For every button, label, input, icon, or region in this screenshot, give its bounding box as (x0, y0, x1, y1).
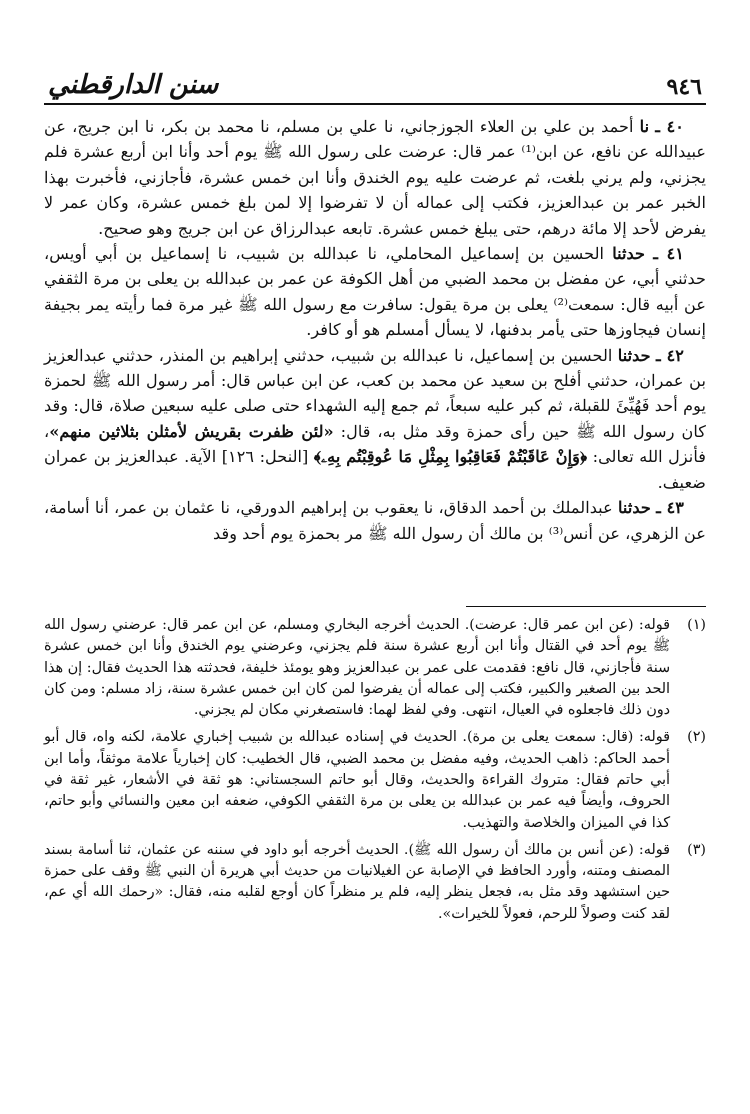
hadith-opening: حدثنا (618, 498, 651, 518)
footnotes (44, 615, 706, 925)
hadith-43 (44, 495, 706, 546)
hadith-42 (44, 343, 706, 495)
hadith-text: عبدالملك بن أحمد الدقاق، نا يعقوب بن إبراهيم الدورقي، نا عثمان بن عمر، أنا أسامة، عن الزهري، عن أنس⁽³⁾ بن مالك أن رسول الله ﷺ مر بحمزة يوم أحد وقد (44, 498, 706, 543)
footnote-3 (44, 840, 706, 925)
hadith-opening: نا (639, 117, 650, 136)
book-title: سنن الدارقطني (48, 70, 219, 100)
main-text (44, 114, 706, 546)
hadith-number: ٤٣ ـ (656, 498, 684, 518)
footnote-text: قوله: (عن ابن عمر قال: عرضت). الحديث أخرجه البخاري ومسلم، عن ابن عمر قال: عرضني رسول الله ﷺ يوم أحد في القتال وأنا ابن أربع عشرة سنة فلم يجزني، وعرضني يوم الخندق وأنا ابن خمس عشرة سنة فأجازني، قال نافع: فقدمت على عمر بن عبدالعزيز وهو يومئذ خليفة، فحدثته هذا الحديث فقال: إن هذا الحد بين الصغير والكبير، فكتب إلى عماله أن يفرضوا لمن كان ابن خمس عشرة سنة، زاد مسلم: ومن كان دون ذلك فاجعلوه في العيال، انتهى. وفي لفظ لهما: فاستصغرني مكان لم يجزني. (44, 616, 670, 719)
footnote-separator (466, 606, 706, 607)
hadith-number: ٤٠ ـ (655, 117, 684, 136)
hadith-41 (44, 241, 706, 343)
hadith-text-cont: ، فأنزل الله تعالى: (44, 421, 706, 467)
page-number: ٩٤٦ (666, 74, 702, 100)
hadith-opening: حدثنا (612, 244, 646, 264)
hadith-40 (44, 114, 706, 241)
footnote-marker: (٣) (687, 841, 706, 858)
footnote-2 (44, 727, 706, 833)
hadith-text: الحسين بن إسماعيل، نا عبدالله بن شبيب، حدثني إبراهيم بن المنذر، حدثني عبدالعزيز بن عمران، حدثني أفلح بن سعيد عن محمد بن كعب، عن ابن عباس قال: أمر رسول الله ﷺ لحمزة يوم أحد فَهُيِّئَ للقبلة، ثم كبر عليه سبعاً، ثم جمع إليه الشهداء حتى صلى عليه سبعين صلاة، قال: وقد كان رسول الله ﷺ حين رأى حمزة وقد مثل به، قال: (44, 345, 706, 441)
hadith-number: ٤١ ـ (653, 244, 684, 264)
hadith-number: ٤٢ ـ (656, 345, 684, 365)
page (44, 60, 706, 1114)
footnote-text: قوله: (عن أنس بن مالك أن رسول الله ﷺ). الحديث أخرجه أبو داود في سننه عن عثمان، ثنا أسامة بسند المصنف ومتنه، وأورد الحافظ في الإصابة عن الغيلانيات من حديث أبي هريرة أن النبي ﷺ وقف على حمزة حين استشهد وقد مثل به، فجعل ينظر إليه، فلم ير منظراً كان أوجع لقلبه منه، فقال: «رحمك الله أي عم، لقد كنت وصولاً للرحم، فعولاً للخيرات». (44, 841, 670, 922)
footnote-text: قوله: (قال: سمعت يعلى بن مرة). الحديث في إسناده عبدالله بن شبيب إخباري علامة، لكنه واه، قال أبو أحمد الحاكم: ذاهب الحديث، وفيه مفضل بن محمد الضبي، قال الخطيب: كان إخبارياً علامة موثقاً، وأما ابن أبي حاتم فقال: متروك القراءة والحديث، وقال أبو حاتم السجستاني: هو ثقة في الأشعار، غير ثقة في الحروف، وأيضاً فيه عمر بن عبدالله بن يعلى بن مرة الثقفي الكوفي، ضعفه ابن معين والنسائي وأبو حاتم، كذا في الميزان والخلاصة والتهذيب. (44, 729, 670, 831)
hadith-text-end: [النحل: ١٢٦] الآية. عبدالعزيز بن عمران ضعيف. (44, 447, 706, 492)
hadith-text: أحمد بن علي بن العلاء الجوزجاني، نا علي بن مسلم، نا محمد بن بكر، نا ابن جريج، عن عبيدالله عن نافع، عن ابن⁽¹⁾ عمر قال: عرضت على رسول الله ﷺ يوم أحد وأنا ابن أربع عشرة فلم يجزني، ولم يرني بلغت، ثم عرضت عليه يوم الخندق وأنا ابن خمس عشرة، فأجازني، فأخبرت بهذا الخبر عمر بن عبدالعزيز، فكتب إلى عماله أن لا تفرضوا إلا لمن بلغ خمس عشرة، وكان عمر لا يفرض لأحد إلا مائة درهم، حتى يبلغ خمس عشرة. تابعه عبدالرزاق عن ابن جريج وهو صحيح. (44, 117, 706, 238)
quran-verse: ﴿وَإِنْ عَاقَبْتُمْ فَعَاقِبُوا بِمِثْلِ مَا عُوقِبْتُم بِهِۦ﴾ (313, 447, 588, 467)
footnote-marker: (٢) (687, 729, 706, 746)
page-header (44, 60, 706, 105)
prophet-quote: «لئن ظفرت بقريش لأمثلن بثلاثين منهم» (49, 421, 334, 441)
hadith-text: الحسين بن إسماعيل المحاملي، نا عبدالله بن شبيب، نا إسماعيل بن أبي أويس، حدثني أبي، عن مفضل بن محمد الضبي من أهل الكوفة عن عمر بن عبدالله بن يعلى بن مرة الثقفي عن أبيه قال: سمعت⁽²⁾ يعلى بن مرة يقول: سافرت مع رسول الله ﷺ غير مرة فما رأيته يمر بجيفة إنسان فيجاوزها حتى يأمر بدفنها، لا يسأل أمسلم هو أو كافر. (44, 244, 706, 340)
footnote-1 (44, 615, 706, 721)
hadith-opening: حدثنا (617, 345, 651, 365)
footnote-marker: (١) (687, 616, 706, 633)
